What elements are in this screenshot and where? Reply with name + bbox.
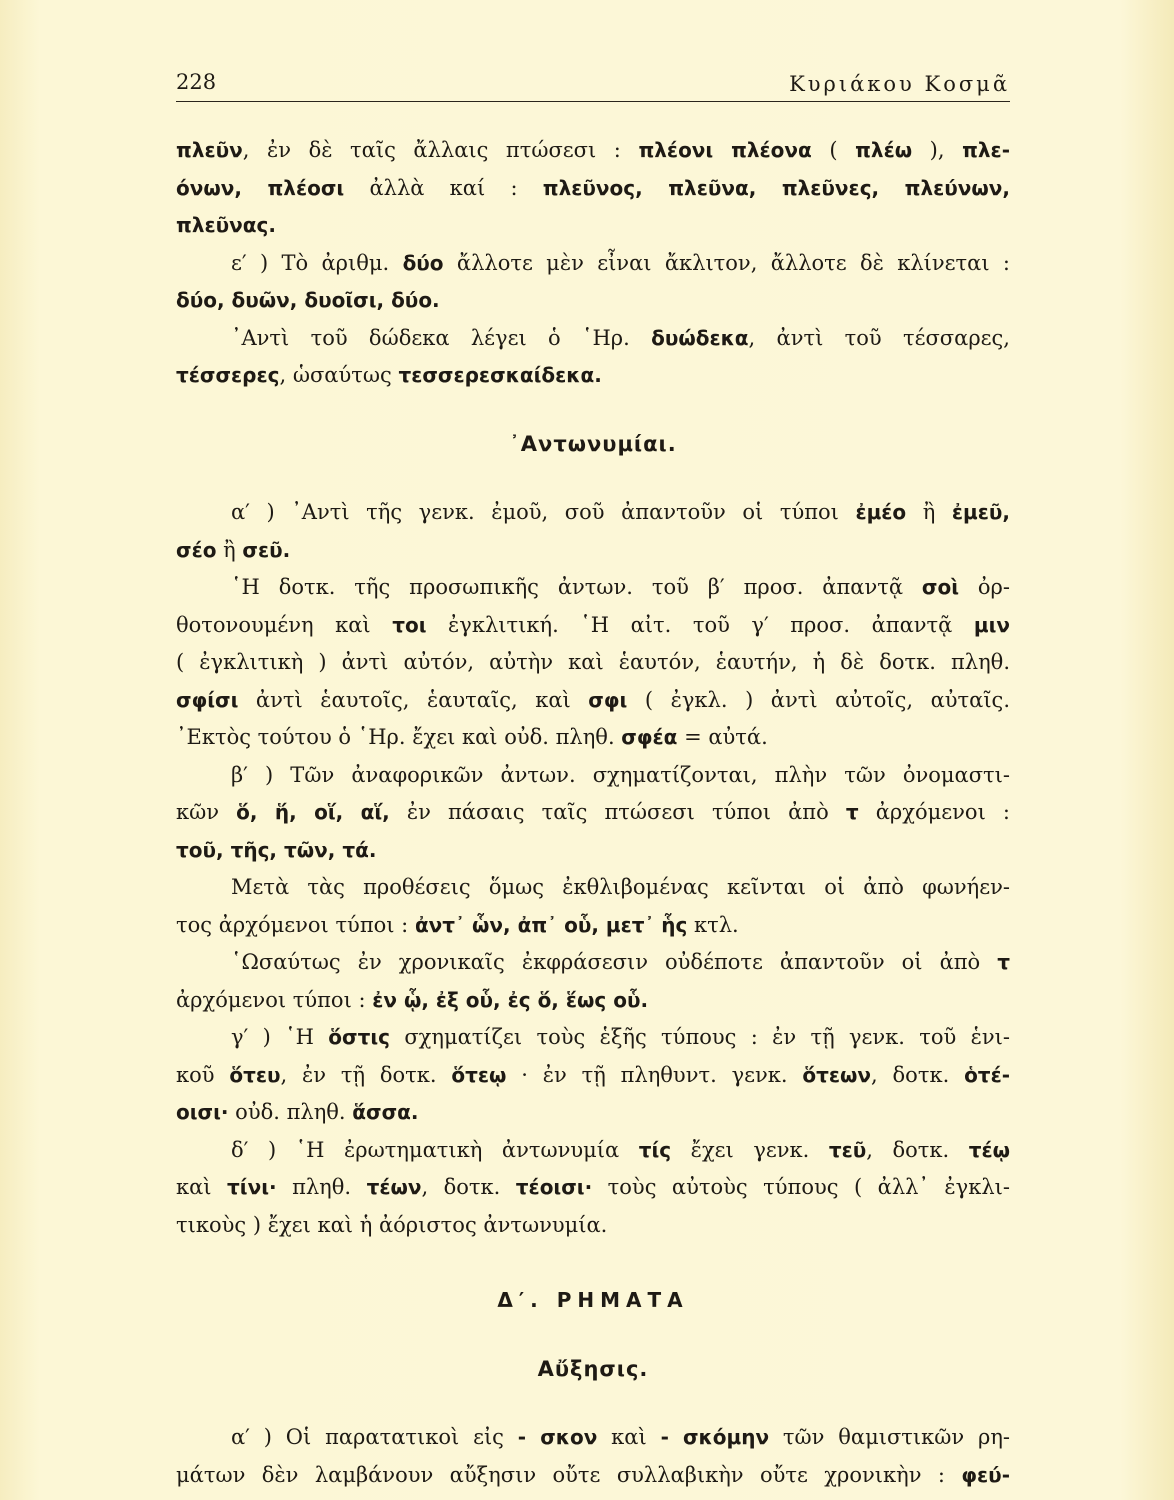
bold-term: τίνι· — [227, 1175, 277, 1199]
text-line — [176, 944, 1010, 982]
text-run: , ἐν δὲ ταῖς ἄλλαις πτώσεσι : — [242, 138, 639, 162]
bold-term: ὅτεῳ — [451, 1062, 507, 1087]
text-line — [176, 320, 1010, 358]
bold-term: σφίσι — [176, 687, 239, 712]
bold-term: ὅ, ἥ, οἵ, αἵ, — [236, 800, 390, 824]
text-line — [176, 532, 1010, 570]
bold-term: - σκον — [517, 1425, 598, 1449]
bold-term: πλεῦνος, πλεῦνα, πλεῦνες, πλεύνων, — [542, 175, 1010, 200]
text-run: οὐδ. πληθ. — [228, 1100, 353, 1124]
text-run: κοῦ — [176, 1062, 230, 1087]
bold-term: τεσσερεσκαίδεκα. — [398, 363, 602, 387]
bold-term: πλέονι πλέονα — [638, 138, 812, 162]
text-line — [176, 719, 1010, 757]
text-line — [176, 569, 1010, 607]
text-run: ᾿Αντὶ τοῦ δώδεκα λέγει ὁ ῾Ηρ. — [231, 325, 652, 350]
text-run: ἀντὶ ἑαυτοῖς, ἑαυταῖς, καὶ — [238, 687, 589, 712]
text-line — [176, 1094, 1010, 1132]
spacer — [176, 1388, 1010, 1419]
text-line — [176, 1457, 1010, 1495]
bold-term: ἐμεῦ, — [951, 500, 1010, 524]
text-line — [176, 1419, 1010, 1457]
text-line — [176, 1169, 1010, 1207]
text-run: β′ ) Τῶν ἀναφορικῶν ἀντων. σχηματίζονται, πλὴν τῶν ὀνομαστι- — [231, 762, 1010, 787]
bold-term: ὅτεων — [802, 1062, 872, 1087]
text-run: , δοτκ. — [866, 1137, 969, 1162]
text-run: ῾Η δοτκ. τῆς προσωπικῆς ἀντων. τοῦ β′ προσ. ἀπαντᾷ — [231, 575, 922, 599]
bold-term: ὁτέ- — [964, 1062, 1010, 1087]
text-line — [176, 1207, 1010, 1245]
bold-term: δύο — [402, 250, 444, 275]
text-run: , ἀντὶ τοῦ τέσσαρες, — [748, 325, 1010, 350]
text-line — [176, 794, 1010, 832]
bold-term: όνων, πλέοσι — [176, 175, 345, 200]
bold-term: τέοισι· — [515, 1175, 593, 1199]
text-run: ἀλλὰ καί : — [344, 175, 543, 200]
text-run: πληθ. — [276, 1175, 367, 1199]
bold-term: ἅσσα. — [352, 1100, 419, 1124]
heading-text: Αὔξησις. — [537, 1356, 649, 1381]
bold-term: ὅτευ — [229, 1062, 281, 1087]
bold-term: ἐμέο — [855, 500, 907, 524]
text-run: ἀρχόμενοι : — [858, 800, 1010, 824]
text-run: ἢ — [216, 537, 243, 562]
bold-term: τοι — [392, 612, 427, 637]
bold-term: σφι — [588, 687, 628, 712]
bold-term: τέων — [366, 1175, 422, 1199]
text-run: ἢ — [906, 500, 952, 524]
text-line — [176, 132, 1010, 170]
bold-term: ἐν ᾧ, ἐξ οὗ, ἐς ὅ, ἕως οὗ. — [372, 987, 649, 1012]
text-run: καὶ — [597, 1425, 661, 1449]
text-line — [176, 682, 1010, 720]
bold-term: σέο — [176, 537, 217, 562]
text-run: σχηματίζει τοὺς ἑξῆς τύπους : ἐν τῇ γενκ. τοῦ ἑνι- — [390, 1025, 1010, 1049]
text-run: τοὺς αὐτοὺς τύπους ( ἀλλ᾿ ἐγκλι- — [592, 1175, 1010, 1199]
bold-term: τ — [845, 800, 859, 824]
header-rule — [176, 101, 1010, 102]
bold-term: πλε- — [962, 138, 1010, 162]
text-run: μάτων δὲν λαμβάνουν αὔξησιν οὔτε συλλαβικὴν οὔτε χρονικὴν : — [176, 1462, 962, 1487]
bold-term: πλεῦν — [176, 138, 243, 162]
bold-term: τίς — [638, 1137, 672, 1162]
bold-term: τ — [997, 950, 1010, 974]
text-run: ἄλλοτε μὲν εἶναι ἄκλιτον, ἄλλοτε δὲ κλίνεται : — [443, 250, 1010, 275]
page-header — [176, 70, 1010, 102]
text-run: ( — [811, 138, 856, 162]
heading-text: ᾿Αντωνυμίαι. — [509, 431, 677, 456]
bold-term: δύο, δυῶν, δυοῖσι, δύο. — [176, 288, 440, 312]
text-run: , ἐν τῇ δοτκ. — [280, 1062, 452, 1087]
text-run: , ὡσαύτως — [279, 363, 399, 387]
bold-term: σεῦ. — [242, 537, 291, 562]
text-run: ( ἐγκλ. ) ἀντὶ αὐτοῖς, αὐταῖς. — [627, 687, 1010, 712]
text-run: ῾Ωσαύτως ἐν χρονικαῖς ἐκφράσεσιν οὐδέποτε ἀπαντοῦν οἱ ἀπὸ — [231, 950, 998, 974]
spacer — [176, 1320, 1010, 1351]
running-title: Κυριάκου Κοσμᾶ — [789, 72, 1010, 96]
bold-term: τοῦ, τῆς, τῶν, τά. — [176, 837, 377, 862]
bold-term: ὅστις — [328, 1025, 391, 1049]
spacer — [176, 463, 1010, 494]
text-line — [176, 607, 1010, 645]
page-number: 228 — [176, 70, 217, 94]
text-line — [176, 757, 1010, 795]
text-run: καὶ — [176, 1175, 228, 1199]
text-run: ἔχει γενκ. — [671, 1137, 829, 1162]
bold-term: πλέω — [855, 138, 913, 162]
bold-term: τέσσερες — [176, 363, 280, 387]
text-line — [176, 207, 1010, 245]
text-run: , δοτκ. — [421, 1175, 516, 1199]
text-run: ἀρχόμενοι τύποι : — [176, 987, 373, 1012]
text-run: ᾿Εκτὸς τούτου ὁ ῾Ηρ. ἔχει καὶ οὐδ. πληθ. — [176, 725, 622, 749]
text-line — [176, 282, 1010, 320]
text-line — [176, 1057, 1010, 1095]
spacer — [176, 395, 1010, 426]
bold-term: μιν — [973, 612, 1010, 637]
text-run: ὀρ- — [959, 575, 1010, 599]
text-line — [176, 982, 1010, 1020]
text-run: δ′ ) ῾Η ἐρωτηματικὴ ἀντωνυμία — [231, 1137, 639, 1162]
text-run: ἐν πάσαις ταῖς πτώσεσι τύποι ἀπὸ — [389, 800, 846, 824]
text-run: ( ἐγκλιτικὴ ) ἀντὶ αὐτόν, αὐτὴν καὶ ἑαυτόν, ἑαυτήν, ἡ δὲ δοτκ. πληθ. — [176, 650, 1010, 674]
text-run: ε′ ) Τὸ ἀριθμ. — [231, 250, 403, 275]
text-line — [176, 245, 1010, 283]
heading-text: Δ′. ΡΗΜΑΤΑ — [497, 1288, 689, 1312]
text-run: γ′ ) ῾Η — [231, 1025, 329, 1049]
bold-term: ἀντ᾿ ὧν, ἀπ᾿ οὗ, μετ᾿ — [414, 912, 655, 937]
text-run: τῶν θαμιστικῶν ρη- — [769, 1425, 1010, 1449]
text-line — [176, 644, 1010, 682]
spacer — [176, 1244, 1010, 1282]
section-heading — [176, 1351, 1010, 1389]
text-run: τικοὺς ) ἔχει καὶ ἡ ἀόριστος ἀντωνυμία. — [176, 1212, 608, 1237]
bold-term: τεῦ — [828, 1137, 867, 1162]
text-line — [176, 357, 1010, 395]
text-run: ), — [912, 138, 963, 162]
text-line — [176, 1019, 1010, 1057]
text-line — [176, 494, 1010, 532]
text-line — [176, 1132, 1010, 1170]
text-line — [176, 832, 1010, 870]
text-run: κῶν — [176, 800, 237, 824]
text-run: κτλ. — [687, 912, 739, 937]
bold-term: σφέα — [621, 725, 678, 749]
chapter-heading — [176, 1282, 1010, 1320]
page-body — [176, 132, 1010, 1494]
bold-term: πλεῦνας. — [176, 213, 276, 237]
bold-term: φεύ- — [961, 1462, 1010, 1487]
text-run: Μετὰ τὰς προθέσεις ὅμως ἐκθλιβομένας κεῖνται οἱ ἀπὸ φωνήεν- — [231, 875, 1010, 899]
bold-term: σοὶ — [921, 575, 960, 599]
text-line — [176, 869, 1010, 907]
text-run: = αὐτά. — [677, 725, 768, 749]
text-line — [176, 170, 1010, 208]
text-run: α′ ) ᾿Αντὶ τῆς γενκ. ἐμοῦ, σοῦ ἀπαντοῦν οἱ τύποι — [231, 500, 856, 524]
text-run: · ἐν τῇ πληθυντ. γενκ. — [506, 1062, 803, 1087]
text-line — [176, 907, 1010, 945]
bold-term: οισι· — [176, 1100, 229, 1124]
text-run: α′ ) Οἱ παρατατικοὶ εἰς — [231, 1425, 518, 1449]
text-run: τος ἀρχόμενοι τύποι : — [176, 912, 415, 937]
section-heading — [176, 426, 1010, 464]
text-run: ἐγκλιτική. ῾Η αἰτ. τοῦ γ′ προσ. ἀπαντᾷ — [426, 612, 974, 637]
text-run: , δοτκ. — [871, 1062, 965, 1087]
bold-term: δυώδεκα — [651, 325, 749, 350]
text-run: θοτονουμένη καὶ — [176, 612, 393, 637]
bold-term: τέῳ — [968, 1137, 1010, 1162]
bold-term: ἧς — [661, 912, 688, 937]
bold-term: - σκόμην — [660, 1425, 770, 1449]
